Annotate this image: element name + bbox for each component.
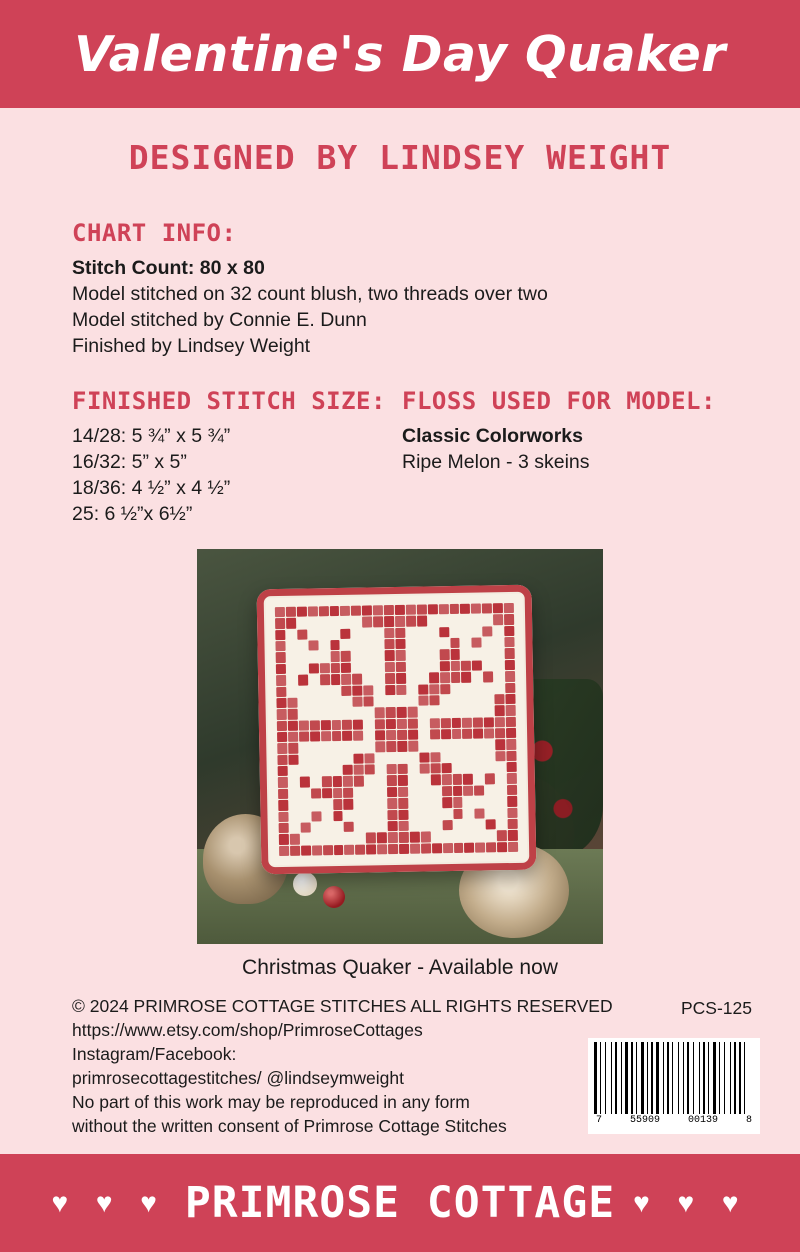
model-photo xyxy=(197,549,603,944)
stitched-pillow xyxy=(257,585,537,875)
finished-size-heading: FINISHED STITCH SIZE: xyxy=(72,387,386,415)
title-band xyxy=(0,0,800,108)
floss-brand: Classic Colorworks xyxy=(402,425,583,447)
designer-credit: DESIGNED BY LINDSEY WEIGHT xyxy=(128,138,672,177)
sku-code: PCS-125 xyxy=(680,998,752,1018)
barcode-digits xyxy=(594,1114,754,1126)
content-area xyxy=(0,219,800,527)
floss-heading: FLOSS USED FOR MODEL: xyxy=(402,387,716,415)
barcode-group-1: 55909 xyxy=(629,1115,660,1126)
fabric-info: Model stitched on 32 count blush, two threads over two xyxy=(72,283,548,305)
finished-size-section xyxy=(72,387,402,527)
size-line: 25: 6 ½”x 6½” xyxy=(72,503,193,525)
social-label: Instagram/Facebook: xyxy=(72,1044,237,1064)
finished-by: Finished by Lindsey Weight xyxy=(72,335,311,357)
size-line: 14/28: 5 ¾” x 5 ¾” xyxy=(72,425,231,447)
chart-info-heading: CHART INFO: xyxy=(72,219,237,247)
photo-caption: Christmas Quaker - Available now xyxy=(242,956,558,979)
floss-color: Ripe Melon - 3 skeins xyxy=(402,451,590,473)
chart-info-section xyxy=(72,219,800,359)
floss-lines xyxy=(402,423,732,475)
heart-icon-group-right: ♥ ♥ ♥ xyxy=(633,1187,749,1218)
page-title: Valentine's Day Quaker xyxy=(74,25,726,83)
reproduction-line-1: No part of this work may be reproduced in any form xyxy=(72,1092,470,1112)
pillow-trim xyxy=(257,585,537,875)
white-bead xyxy=(293,872,317,896)
brand-band xyxy=(0,1154,800,1252)
barcode-bars xyxy=(594,1042,754,1114)
barcode-left-digit: 7 xyxy=(596,1115,603,1126)
reproduction-line-2: without the written consent of Primrose Cottage Stitches xyxy=(72,1116,507,1136)
stitch-count: Stitch Count: 80 x 80 xyxy=(72,257,265,279)
barcode-right-digit: 8 xyxy=(745,1115,752,1126)
chart-info-lines xyxy=(72,255,800,359)
copyright-line: © 2024 PRIMROSE COTTAGE STITCHES ALL RIGHTS RESERVED xyxy=(72,996,613,1016)
size-line: 18/36: 4 ½” x 4 ½” xyxy=(72,477,231,499)
stitched-by: Model stitched by Connie E. Dunn xyxy=(72,309,367,331)
barcode-group-2: 00139 xyxy=(687,1115,718,1126)
floss-section xyxy=(402,387,732,527)
size-line: 16/32: 5” x 5” xyxy=(72,451,187,473)
photo-background xyxy=(197,549,603,944)
red-bead xyxy=(323,886,345,908)
heart-icon-group-left: ♥ ♥ ♥ xyxy=(51,1187,167,1218)
size-and-floss-row xyxy=(72,387,800,527)
barcode xyxy=(588,1038,760,1134)
shop-url[interactable]: https://www.etsy.com/shop/PrimroseCottages xyxy=(72,1020,423,1040)
finished-size-lines xyxy=(72,423,402,527)
social-handles[interactable]: primrosecottagestitches/ @lindseymweight xyxy=(72,1068,404,1088)
brand-name: PRIMROSE COTTAGE xyxy=(184,1178,616,1228)
